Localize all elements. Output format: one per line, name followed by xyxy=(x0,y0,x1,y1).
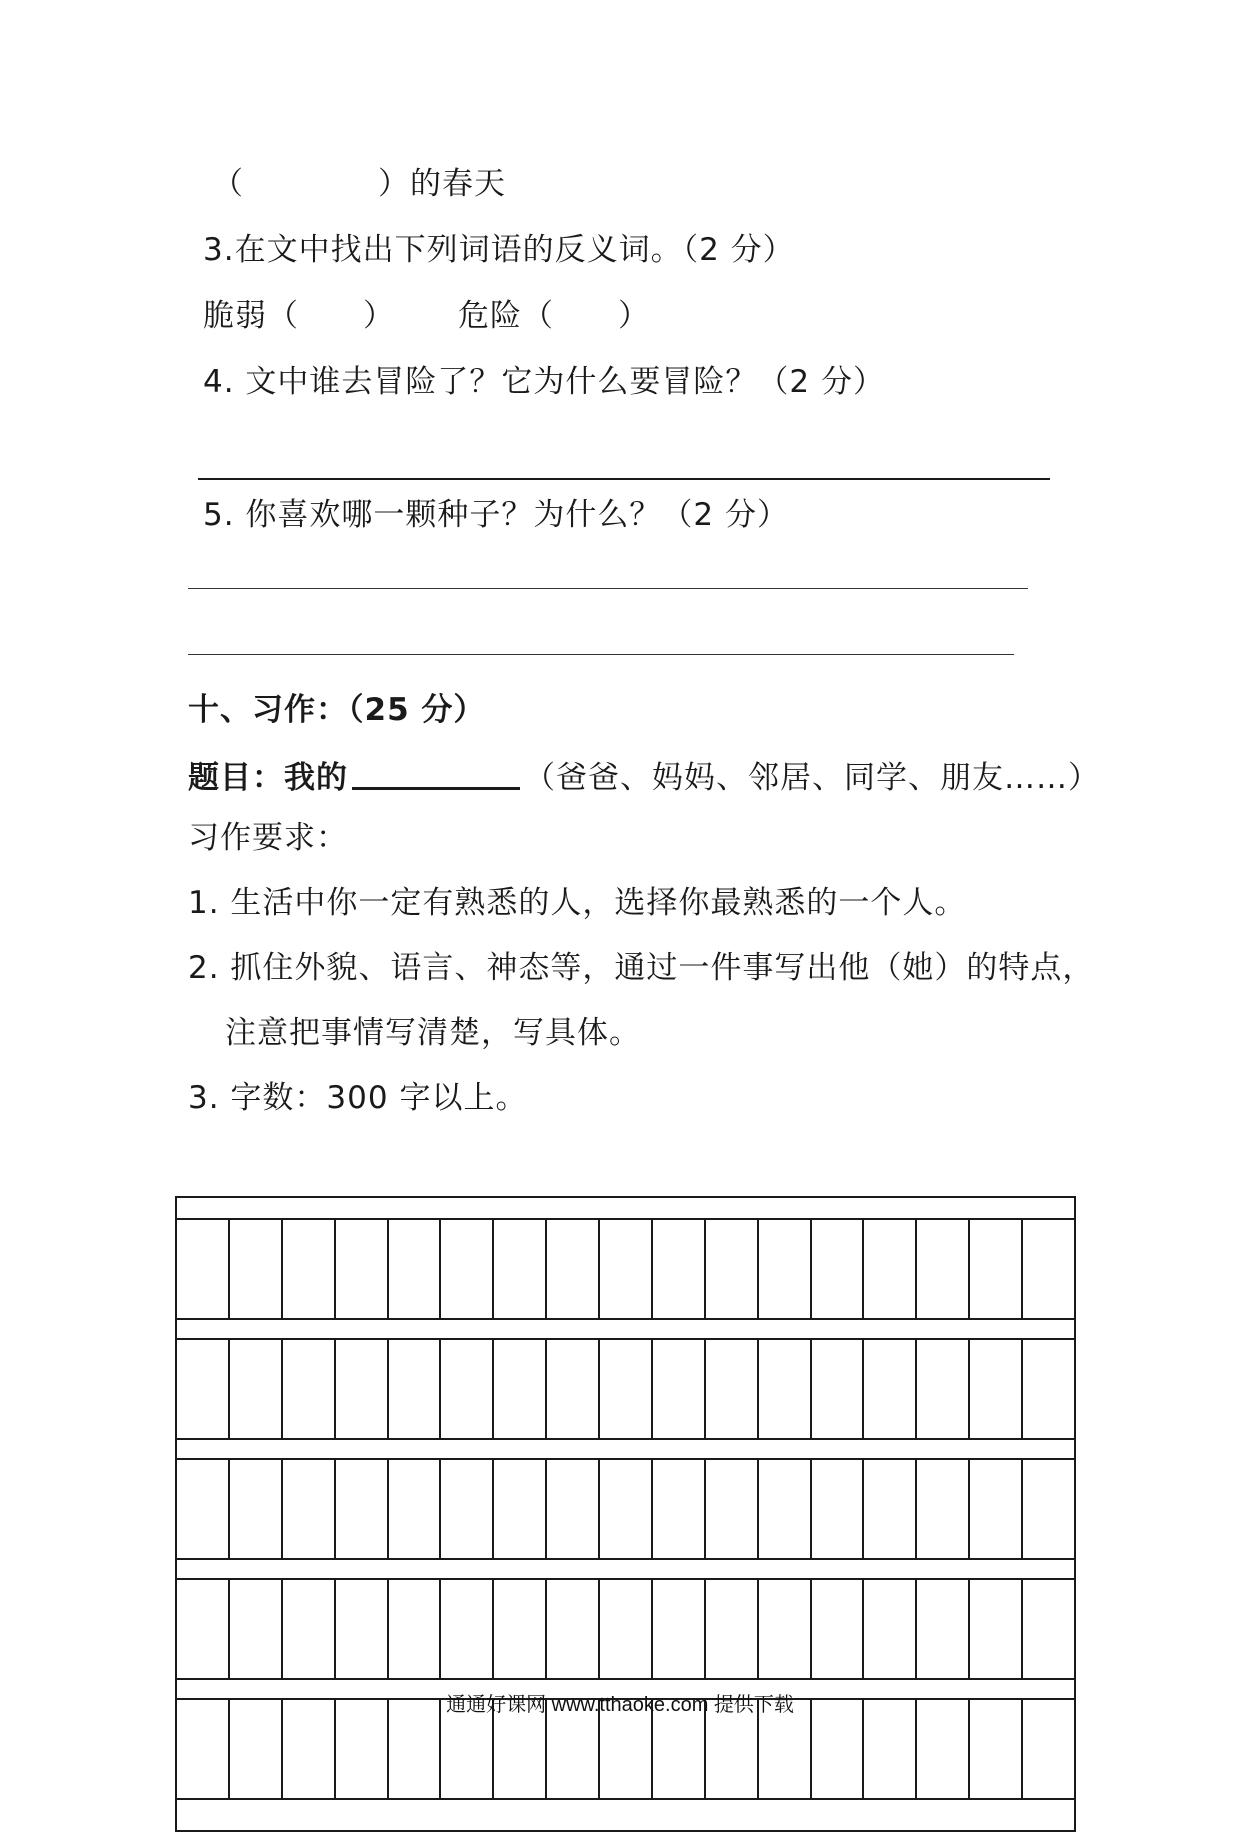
grid-cell[interactable] xyxy=(864,1460,917,1558)
grid-cell[interactable] xyxy=(494,1340,547,1438)
grid-cell[interactable] xyxy=(970,1460,1023,1558)
footer-watermark: 通通好课网 www.tthaoke.com 提供下载 xyxy=(446,1694,794,1716)
grid-cell[interactable] xyxy=(653,1220,706,1318)
grid-cell[interactable] xyxy=(917,1340,970,1438)
q5-answer-line-1[interactable] xyxy=(188,588,1028,589)
grid-cell[interactable] xyxy=(600,1580,653,1678)
grid-cell[interactable] xyxy=(812,1580,865,1678)
grid-cell[interactable] xyxy=(389,1220,442,1318)
grid-cell[interactable] xyxy=(706,1460,759,1558)
grid-row xyxy=(177,1220,1074,1318)
grid-cell[interactable] xyxy=(759,1220,812,1318)
grid-cell[interactable] xyxy=(389,1460,442,1558)
grid-cell[interactable] xyxy=(283,1460,336,1558)
grid-cell[interactable] xyxy=(812,1340,865,1438)
q4-title: 4. 文中谁去冒险了？它为什么要冒险？（2 分） xyxy=(203,364,886,400)
grid-cell[interactable] xyxy=(336,1580,389,1678)
grid-cell[interactable] xyxy=(600,1220,653,1318)
grid-row xyxy=(177,1580,1074,1678)
grid-cell[interactable] xyxy=(547,1580,600,1678)
grid-band-line xyxy=(177,1678,1074,1680)
grid-cell[interactable] xyxy=(441,1580,494,1678)
grid-cell[interactable] xyxy=(336,1220,389,1318)
grid-cell[interactable] xyxy=(1023,1340,1074,1438)
grid-cell[interactable] xyxy=(1023,1220,1074,1318)
grid-cell[interactable] xyxy=(864,1340,917,1438)
q3-word-danger: 危险（ ） xyxy=(458,298,650,334)
grid-cell[interactable] xyxy=(600,1460,653,1558)
grid-cell[interactable] xyxy=(230,1460,283,1558)
topic-label: 题目：我的 xyxy=(188,760,348,796)
grid-cell[interactable] xyxy=(283,1580,336,1678)
grid-cell[interactable] xyxy=(1023,1460,1074,1558)
q4-answer-line[interactable] xyxy=(198,478,1050,480)
grid-cell[interactable] xyxy=(441,1340,494,1438)
q5-title: 5. 你喜欢哪一颗种子？为什么？（2 分） xyxy=(203,497,790,533)
q5-answer-line-2[interactable] xyxy=(188,654,1014,655)
grid-cell[interactable] xyxy=(547,1460,600,1558)
grid-cell[interactable] xyxy=(494,1220,547,1318)
grid-cell[interactable] xyxy=(917,1460,970,1558)
grid-cell[interactable] xyxy=(336,1340,389,1438)
grid-cell[interactable] xyxy=(441,1460,494,1558)
topic-blank[interactable] xyxy=(352,757,520,790)
grid-cell[interactable] xyxy=(917,1220,970,1318)
grid-cell[interactable] xyxy=(970,1220,1023,1318)
grid-cell[interactable] xyxy=(547,1220,600,1318)
grid-row xyxy=(177,1340,1074,1438)
grid-band-line xyxy=(177,1558,1074,1560)
grid-cell[interactable] xyxy=(230,1580,283,1678)
grid-cell[interactable] xyxy=(706,1340,759,1438)
grid-row xyxy=(177,1460,1074,1558)
grid-cell[interactable] xyxy=(653,1340,706,1438)
q3-title: 3.在文中找出下列词语的反义词。（2 分） xyxy=(203,232,795,268)
grid-cell[interactable] xyxy=(389,1340,442,1438)
grid-cell[interactable] xyxy=(706,1220,759,1318)
grid-cell[interactable] xyxy=(1023,1580,1074,1678)
composition-topic xyxy=(188,755,1100,798)
q3-word-fragile: 脆弱（ ） xyxy=(203,298,395,334)
grid-cell[interactable] xyxy=(812,1460,865,1558)
grid-cell[interactable] xyxy=(494,1460,547,1558)
grid-cell[interactable] xyxy=(441,1220,494,1318)
grid-cell[interactable] xyxy=(177,1220,230,1318)
requirement-3: 3. 字数：300 字以上。 xyxy=(188,1080,528,1116)
grid-cell[interactable] xyxy=(970,1580,1023,1678)
composition-grid[interactable] xyxy=(175,1196,1076,1832)
grid-cell[interactable] xyxy=(494,1580,547,1678)
grid-cell[interactable] xyxy=(177,1460,230,1558)
grid-cell[interactable] xyxy=(177,1340,230,1438)
requirement-2-line-1: 2. 抓住外貌、语言、神态等，通过一件事写出他（她）的特点， xyxy=(188,950,1095,986)
grid-cell[interactable] xyxy=(230,1340,283,1438)
grid-cell[interactable] xyxy=(759,1340,812,1438)
grid-band-line xyxy=(177,1318,1074,1320)
topic-hint: （爸爸、妈妈、邻居、同学、朋友……） xyxy=(524,760,1100,796)
grid-cell[interactable] xyxy=(653,1580,706,1678)
grid-cell[interactable] xyxy=(970,1340,1023,1438)
grid-cell[interactable] xyxy=(283,1340,336,1438)
grid-cell[interactable] xyxy=(547,1340,600,1438)
grid-cell[interactable] xyxy=(706,1580,759,1678)
grid-cell[interactable] xyxy=(177,1580,230,1678)
grid-cell[interactable] xyxy=(864,1580,917,1678)
requirement-1: 1. 生活中你一定有熟悉的人，选择你最熟悉的一个人。 xyxy=(188,885,967,921)
section-heading: 十、习作：（25 分） xyxy=(188,692,486,728)
q2-open-paren: （ xyxy=(212,166,244,202)
grid-cell[interactable] xyxy=(759,1580,812,1678)
requirement-2-line-2: 注意把事情写清楚，写具体。 xyxy=(225,1015,641,1051)
requirements-label: 习作要求： xyxy=(188,820,348,856)
grid-cell[interactable] xyxy=(283,1220,336,1318)
grid-cell[interactable] xyxy=(653,1460,706,1558)
grid-band-line xyxy=(177,1438,1074,1440)
grid-cell[interactable] xyxy=(812,1220,865,1318)
q2-answer-tail: ）的春天 xyxy=(378,166,506,202)
grid-cell[interactable] xyxy=(336,1460,389,1558)
grid-cell[interactable] xyxy=(864,1220,917,1318)
grid-band-line xyxy=(177,1798,1074,1800)
grid-cell[interactable] xyxy=(600,1340,653,1438)
grid-cell[interactable] xyxy=(389,1580,442,1678)
grid-cell[interactable] xyxy=(759,1460,812,1558)
grid-cell[interactable] xyxy=(230,1220,283,1318)
grid-cell[interactable] xyxy=(917,1580,970,1678)
